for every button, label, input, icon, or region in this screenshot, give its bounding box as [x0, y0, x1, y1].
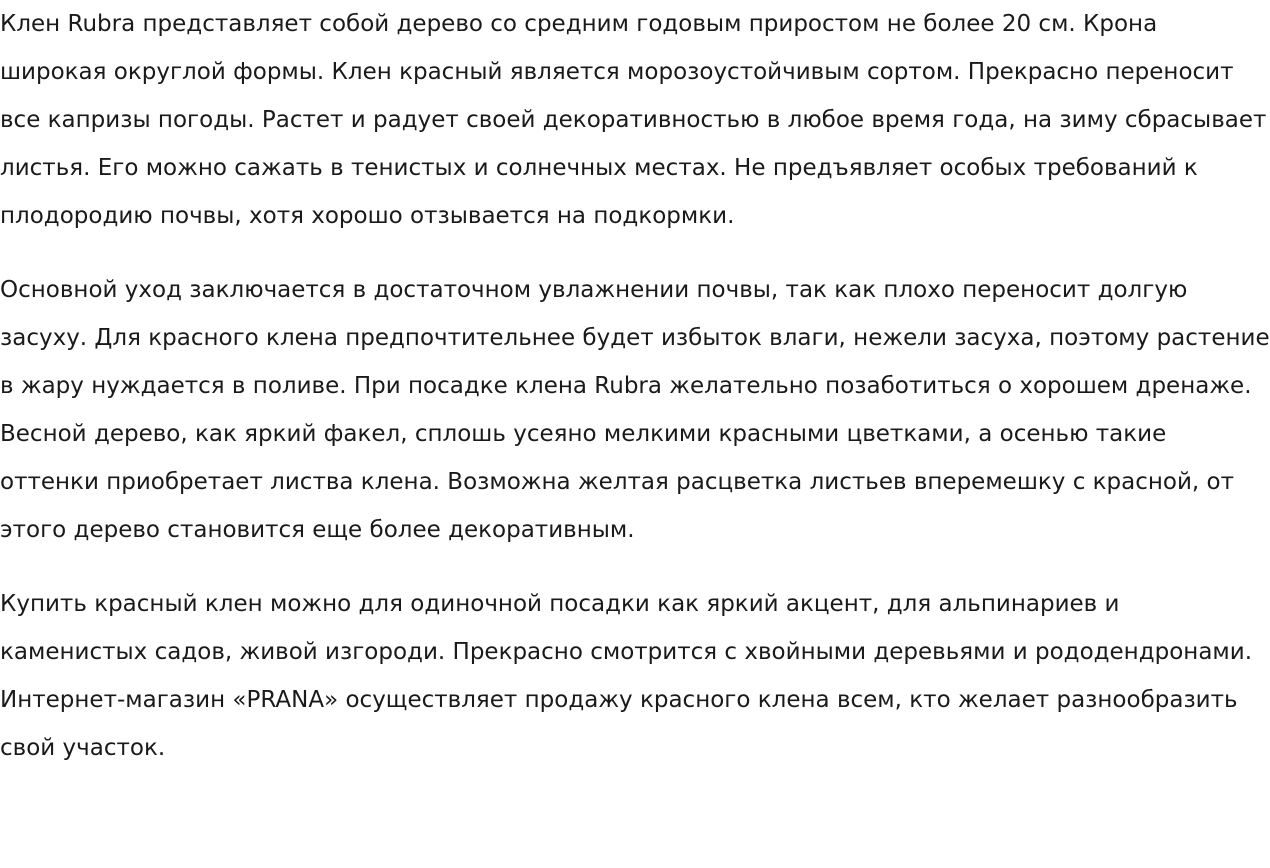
paragraph-description: Клен Rubra представляет собой дерево со средним годовым приростом не более 20 см. Крона широкая округлой формы. Клен красный является морозоустойчивым сортом. Прекрасно переносит все капризы погоды. Растет и радует своей декоративностью в любое время года, на зиму сбрасывает листья. Его можно сажать в тенистых и солнечных местах. Не предъявляет особых требований к плодородию почвы, хотя хорошо отзывается на подкормки. — [0, 11, 1267, 229]
paragraph-care: Основной уход заключается в достаточном увлажнении почвы, так как плохо переносит долгую засуху. Для красного клена предпочтительнее будет избыток влаги, нежели засуха, поэтому растение в жару нуждается в поливе. При посадке клена Rubra желательно позаботиться о хорошем дренаже. Весной дерево, как яркий факел, сплошь усеяно мелкими красными цветками, а осенью такие оттенки приобретает листва клена. Возможна желтая расцветка листьев вперемешку с красной, от этого дерево становится еще более декоративным. — [0, 277, 1270, 543]
paragraph-purchase: Купить красный клен можно для одиночной посадки как яркий акцент, для альпинариев и каменистых садов, живой изгороди. Прекрасно смотрится с хвойными деревьями и рододендронами. Интернет-магазин «PRANA» осуществляет продажу красного клена всем, кто желает разнообразить свой участок. — [0, 591, 1253, 761]
